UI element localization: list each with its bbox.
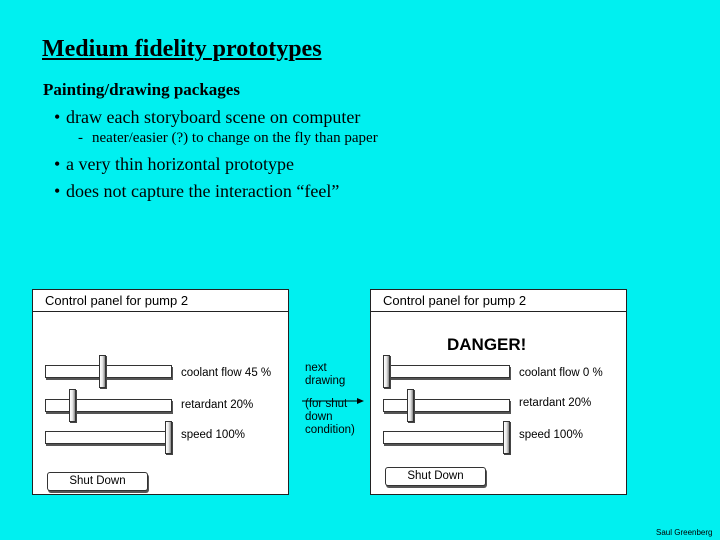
coolant-slider-track[interactable] bbox=[45, 365, 172, 378]
author-credit: Saul Greenberg bbox=[656, 528, 713, 537]
panel-title: Control panel for pump 2 bbox=[371, 290, 626, 312]
shut-down-button[interactable]: Shut Down bbox=[385, 467, 486, 486]
control-panel-normal bbox=[32, 289, 289, 495]
transition-line: next bbox=[305, 362, 327, 374]
speed-slider-thumb[interactable] bbox=[165, 421, 172, 454]
speed-label: speed 100% bbox=[519, 429, 583, 441]
coolant-slider-thumb[interactable] bbox=[99, 355, 106, 388]
bullet-symbol: • bbox=[54, 154, 61, 174]
dash-symbol: - bbox=[78, 130, 83, 146]
bullet-symbol: • bbox=[54, 181, 61, 201]
retardant-slider-thumb[interactable] bbox=[407, 389, 414, 422]
transition-line: drawing bbox=[305, 375, 346, 387]
speed-label: speed 100% bbox=[181, 429, 245, 441]
control-panel-danger bbox=[370, 289, 627, 495]
bullet-text: a very thin horizontal prototype bbox=[66, 154, 294, 174]
subheading: Painting/drawing packages bbox=[43, 80, 240, 99]
transition-line: (for shut bbox=[305, 398, 348, 410]
transition-line: condition) bbox=[305, 424, 355, 436]
coolant-slider-thumb[interactable] bbox=[383, 355, 390, 388]
coolant-slider-track[interactable] bbox=[383, 365, 510, 378]
bullet-3 bbox=[54, 181, 339, 202]
transition-line: down bbox=[305, 411, 333, 423]
coolant-label: coolant flow 0 % bbox=[519, 367, 603, 379]
slide-title: Medium fidelity prototypes bbox=[42, 36, 322, 62]
retardant-label: retardant 20% bbox=[519, 397, 592, 409]
bullet-symbol: • bbox=[54, 107, 61, 127]
bullet-text: draw each storyboard scene on computer bbox=[66, 107, 361, 127]
speed-slider-track[interactable] bbox=[383, 431, 510, 444]
shut-down-button[interactable]: Shut Down bbox=[47, 472, 148, 491]
sub-bullet-text: neater/easier (?) to change on the fly than paper bbox=[92, 130, 378, 146]
retardant-slider-track[interactable] bbox=[45, 399, 172, 412]
speed-slider-thumb[interactable] bbox=[503, 421, 510, 454]
panel-title: Control panel for pump 2 bbox=[33, 290, 288, 312]
bullet-1 bbox=[54, 107, 360, 128]
sub-bullet bbox=[78, 130, 378, 147]
retardant-label: retardant 20% bbox=[181, 399, 254, 411]
coolant-label: coolant flow 45 % bbox=[181, 367, 272, 379]
bullet-2 bbox=[54, 154, 294, 175]
retardant-slider-thumb[interactable] bbox=[69, 389, 76, 422]
arrow-right-icon bbox=[302, 397, 364, 405]
bullet-text: does not capture the interaction “feel” bbox=[66, 181, 340, 201]
speed-slider-track[interactable] bbox=[45, 431, 172, 444]
danger-alert: DANGER! bbox=[447, 335, 527, 354]
retardant-slider-track[interactable] bbox=[383, 399, 510, 412]
